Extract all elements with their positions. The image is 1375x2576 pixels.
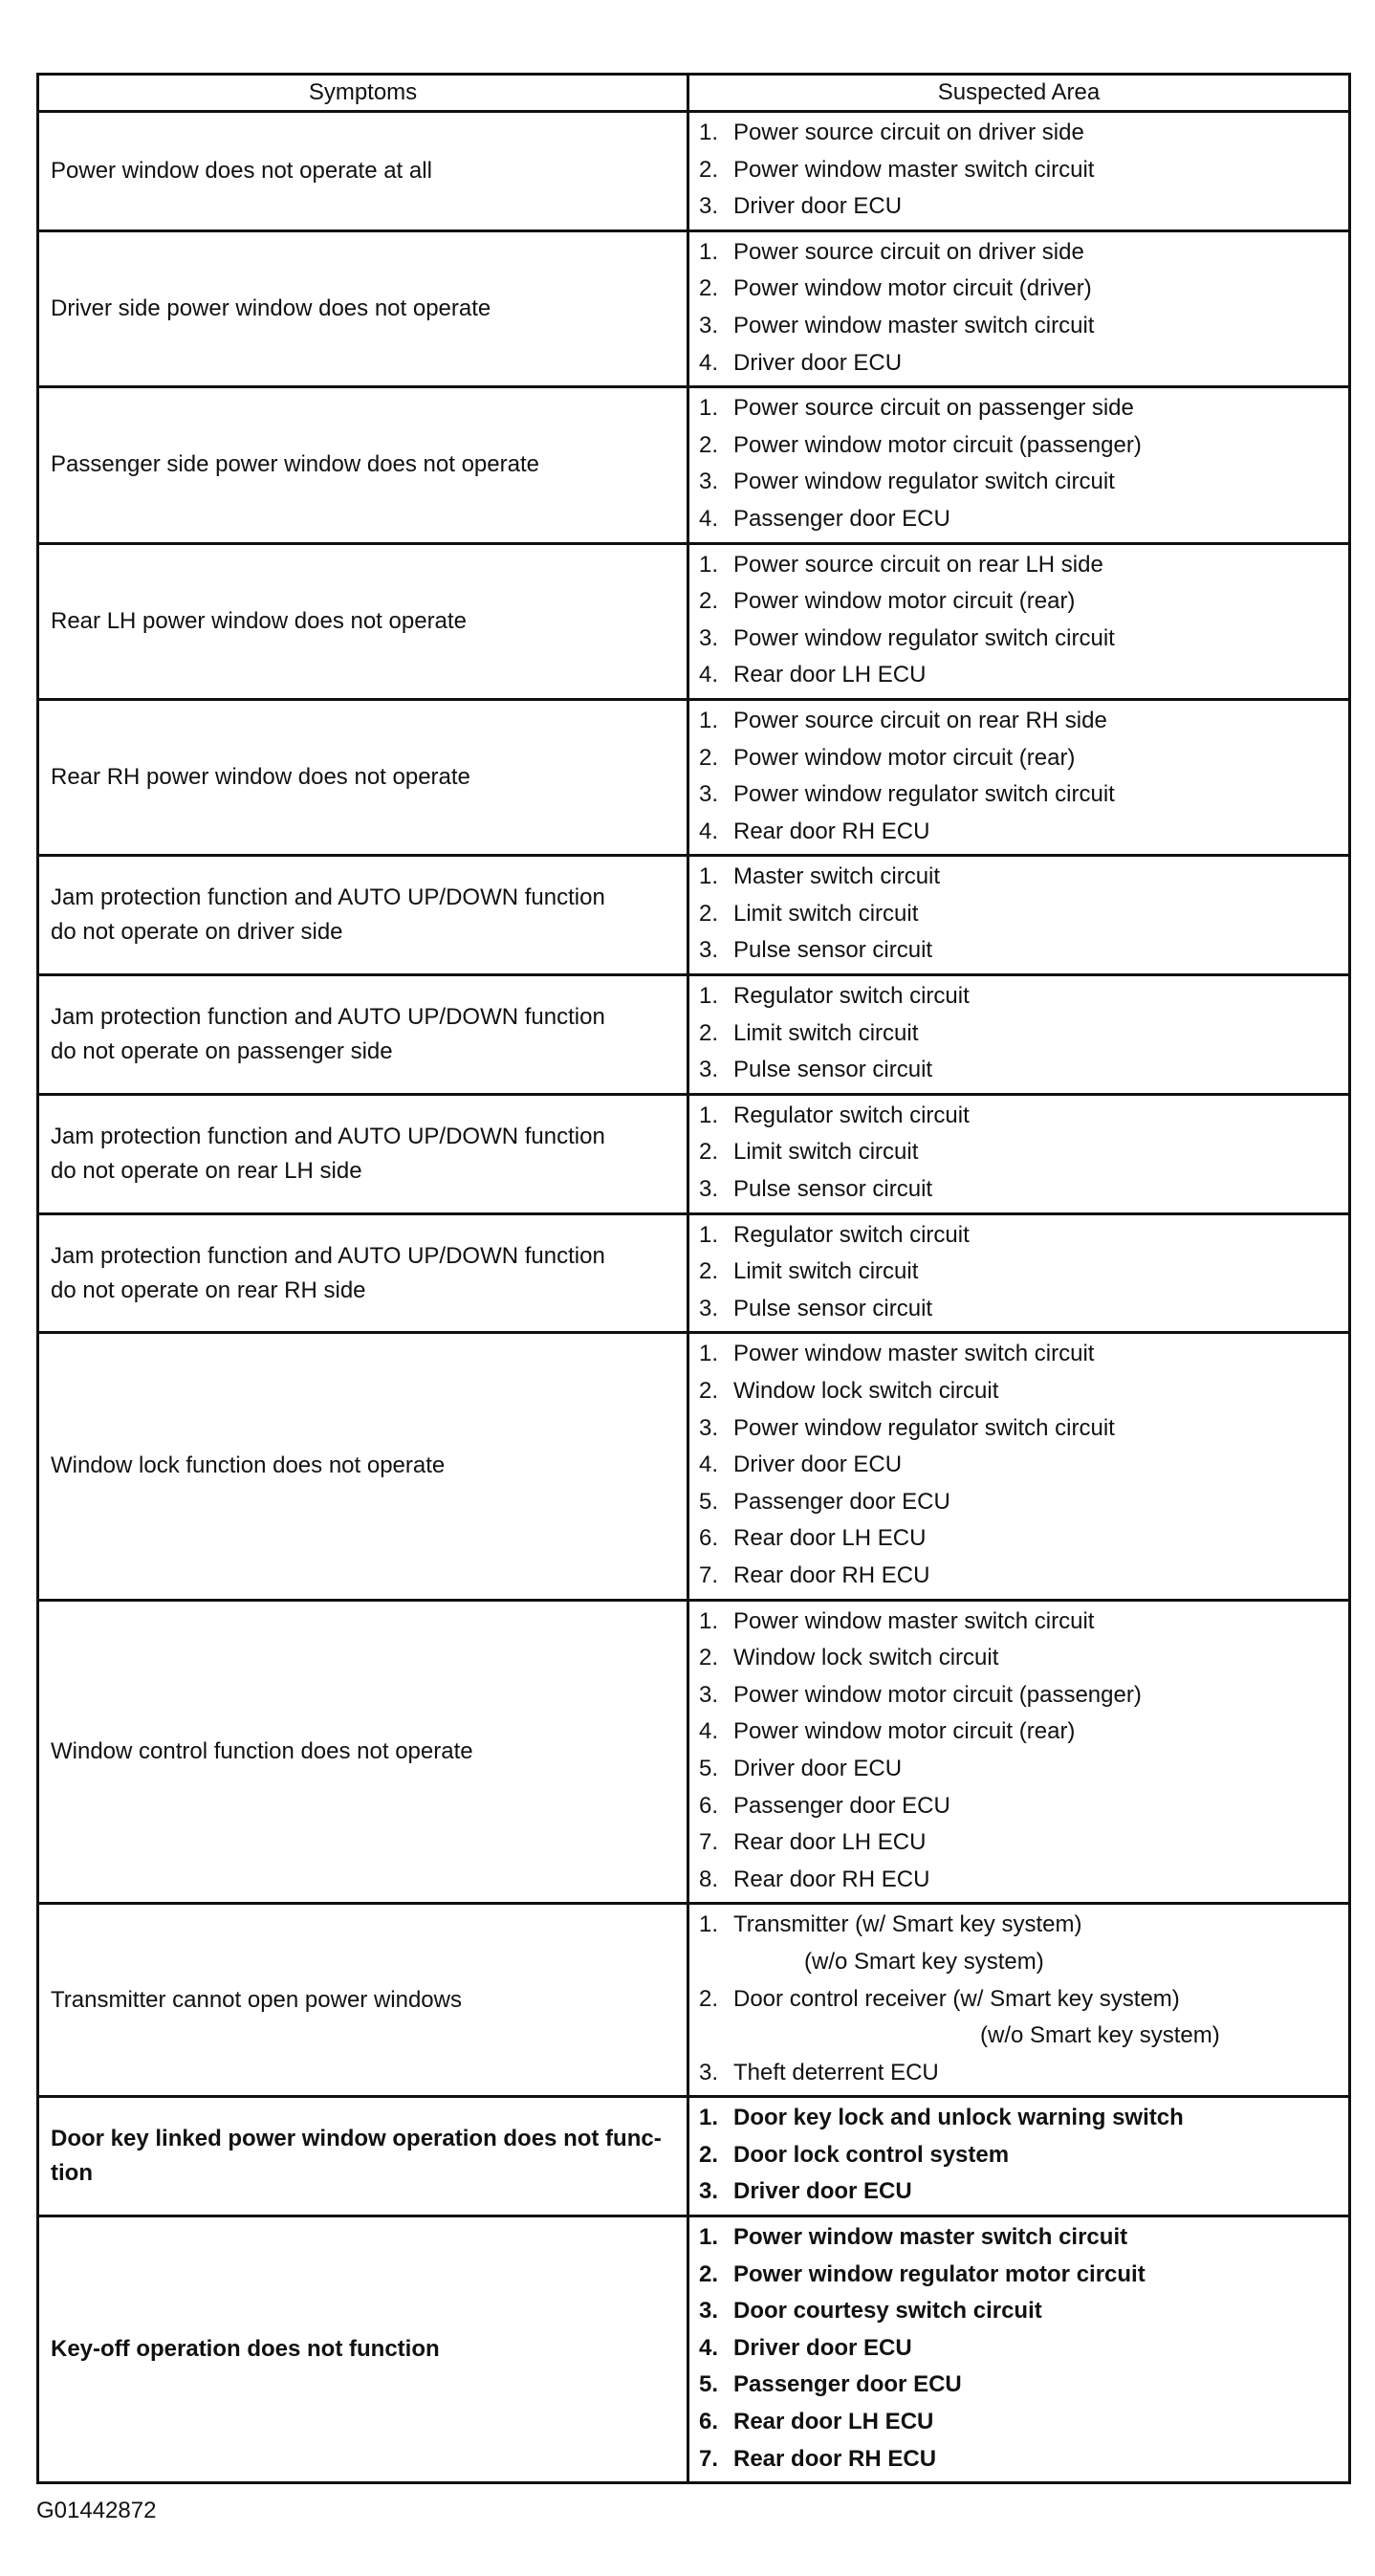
suspected-area-item — [699, 1862, 1348, 1899]
symptom-cell — [38, 112, 688, 231]
item-text: Limit switch circuit — [733, 900, 919, 927]
symptom-text-line: Jam protection function and AUTO UP/DOWN function — [51, 1003, 605, 1030]
item-number: 5. — [699, 1488, 719, 1515]
item-number: 2. — [699, 1985, 719, 2012]
suspected-area-item — [699, 188, 1348, 226]
symptom-cell — [38, 1904, 688, 2097]
item-number: 3. — [699, 1057, 719, 1083]
table-row — [38, 975, 1350, 1095]
suspected-area-item — [699, 1640, 1348, 1677]
item-text: Theft deterrent ECU — [733, 2059, 939, 2085]
item-text: Door lock control system — [733, 2141, 1010, 2168]
suspected-area-item — [699, 1015, 1348, 1053]
symptom-text: Rear LH power window does not operate — [51, 607, 467, 634]
symptom-text-line: do not operate on rear LH side — [51, 1157, 362, 1184]
item-number: 1. — [699, 1911, 719, 1938]
item-text: Rear door RH ECU — [733, 1561, 930, 1588]
item-text: Rear door LH ECU — [733, 662, 927, 688]
suspected-area-cell — [688, 1213, 1350, 1333]
suspected-area-item — [699, 547, 1348, 584]
symptom-text-line: do not operate on passenger side — [51, 1037, 393, 1064]
item-text: Limit switch circuit — [733, 1139, 919, 1166]
suspected-area-item — [699, 1981, 1348, 2019]
item-text: Driver door ECU — [733, 1755, 903, 1781]
symptom-cell — [38, 856, 688, 975]
item-text: Power source circuit on driver side — [733, 120, 1084, 145]
item-text: Power window regulator motor circuit — [733, 2260, 1146, 2287]
symptom-cell — [38, 230, 688, 386]
item-text: Rear door RH ECU — [733, 818, 930, 844]
item-number: 4. — [699, 2334, 719, 2361]
suspected-area-cell — [688, 1094, 1350, 1213]
item-text: Regulator switch circuit — [733, 983, 970, 1010]
item-text: Power source circuit on driver side — [733, 238, 1084, 265]
suspected-area-cell — [688, 112, 1350, 231]
table-row — [38, 112, 1350, 231]
table-row — [38, 2216, 1350, 2483]
item-text: Driver door ECU — [733, 1452, 903, 1478]
item-text: Power window regulator switch circuit — [733, 1414, 1115, 1441]
item-number: 1. — [699, 2224, 719, 2251]
table-row — [38, 387, 1350, 543]
item-text: Power window motor circuit (driver) — [733, 275, 1092, 302]
item-text: Rear door LH ECU — [733, 1525, 927, 1552]
item-number: 2. — [699, 275, 719, 302]
item-number: 1. — [699, 1221, 719, 1248]
item-text: Master switch circuit — [733, 863, 941, 890]
item-number: 3. — [699, 193, 719, 220]
item-number: 7. — [699, 1561, 719, 1588]
item-text: Window lock switch circuit — [733, 1378, 999, 1404]
item-number: 3. — [699, 312, 719, 338]
item-text: Passenger door ECU — [733, 505, 950, 532]
suspected-area-item — [699, 932, 1348, 970]
item-number: 1. — [699, 1607, 719, 1634]
symptom-cell — [38, 387, 688, 543]
symptom-text: Rear RH power window does not operate — [51, 764, 470, 791]
table-row — [38, 856, 1350, 975]
suspected-area-item — [699, 1254, 1348, 1291]
item-text: Power window regulator switch circuit — [733, 469, 1115, 495]
suspected-area-item — [699, 2293, 1348, 2330]
item-text: Passenger door ECU — [733, 1488, 950, 1515]
item-text: Limit switch circuit — [733, 1258, 919, 1285]
suspected-area-item — [699, 1714, 1348, 1751]
troubleshooting-table-container — [36, 73, 1348, 2484]
item-text: Power window motor circuit (passenger) — [733, 1681, 1142, 1708]
suspected-area-item — [699, 1944, 1348, 1981]
suspected-area-item — [699, 427, 1348, 465]
suspected-area-item — [699, 2367, 1348, 2404]
suspected-area-item — [699, 2055, 1348, 2092]
item-number: 6. — [699, 2409, 719, 2435]
item-number: 1. — [699, 551, 719, 578]
suspected-area-item — [699, 1677, 1348, 1714]
item-number: 6. — [699, 1525, 719, 1552]
table-row — [38, 543, 1350, 699]
item-text: Power window motor circuit (passenger) — [733, 431, 1142, 458]
item-number: 3. — [699, 2059, 719, 2085]
item-text: Driver door ECU — [733, 2178, 912, 2205]
suspected-area-item — [699, 501, 1348, 538]
suspected-area-item — [699, 2257, 1348, 2294]
item-number: 1. — [699, 983, 719, 1010]
item-text: Door control receiver (w/ Smart key system) — [733, 1985, 1180, 2012]
item-number: 4. — [699, 818, 719, 844]
table-row — [38, 1094, 1350, 1213]
symptom-cell — [38, 543, 688, 699]
suspected-area-cell — [688, 230, 1350, 386]
suspected-area-item — [699, 1336, 1348, 1373]
suspected-area-cell — [688, 543, 1350, 699]
suspected-area-item — [699, 1520, 1348, 1558]
suspected-area-item — [699, 776, 1348, 814]
item-number: 4. — [699, 1718, 719, 1745]
item-text: Window lock switch circuit — [733, 1645, 999, 1671]
suspected-area-cell — [688, 1333, 1350, 1600]
item-number: 7. — [699, 1829, 719, 1856]
symptom-cell — [38, 1333, 688, 1600]
item-number: 4. — [699, 662, 719, 688]
item-text: Driver door ECU — [733, 2334, 912, 2361]
item-number: 1. — [699, 120, 719, 145]
table-row — [38, 1600, 1350, 1904]
item-number: 3. — [699, 1414, 719, 1441]
suspected-area-cell — [688, 1600, 1350, 1904]
item-number: 2. — [699, 1139, 719, 1166]
item-number: 1. — [699, 395, 719, 422]
item-text: Pulse sensor circuit — [733, 1295, 933, 1321]
suspected-area-item — [699, 1447, 1348, 1484]
item-number: 1. — [699, 707, 719, 733]
suspected-area-item — [699, 740, 1348, 777]
suspected-area-cell — [688, 2216, 1350, 2483]
suspected-area-cell — [688, 2097, 1350, 2216]
item-text: Power window master switch circuit — [733, 2224, 1128, 2251]
suspected-area-item — [699, 814, 1348, 851]
item-number: 2. — [699, 1258, 719, 1285]
suspected-area-item — [699, 271, 1348, 308]
suspected-area-item — [699, 2100, 1348, 2137]
table-row — [38, 1213, 1350, 1333]
item-number: 8. — [699, 1866, 719, 1892]
suspected-area-cell — [688, 1904, 1350, 2097]
item-text: Door key lock and unlock warning switch — [733, 2105, 1184, 2131]
item-text: Power window motor circuit (rear) — [733, 1718, 1076, 1745]
suspected-area-item — [699, 703, 1348, 740]
suspected-area-item — [699, 152, 1348, 189]
item-text: Power window motor circuit (rear) — [733, 744, 1076, 771]
suspected-area-item — [699, 464, 1348, 501]
item-text: Rear door RH ECU — [733, 2445, 937, 2472]
suspected-area-item — [699, 896, 1348, 933]
item-text: Power source circuit on rear LH side — [733, 551, 1103, 578]
item-number: 1. — [699, 238, 719, 265]
suspected-area-item — [699, 1217, 1348, 1255]
suspected-area-item — [699, 1410, 1348, 1448]
item-text: Regulator switch circuit — [733, 1221, 970, 1248]
item-number: 3. — [699, 1295, 719, 1321]
item-number: 7. — [699, 2445, 719, 2472]
symptom-text: Key-off operation does not function — [51, 2336, 440, 2363]
symptom-text: Transmitter cannot open power windows — [51, 1986, 462, 2013]
suspected-area-item — [699, 1604, 1348, 1641]
table-row — [38, 2097, 1350, 2216]
item-text: Door courtesy switch circuit — [733, 2298, 1042, 2325]
item-number: 3. — [699, 2178, 719, 2205]
item-number: 3. — [699, 2298, 719, 2325]
item-number: 2. — [699, 1645, 719, 1671]
suspected-area-item — [699, 621, 1348, 658]
item-text: Driver door ECU — [733, 349, 903, 376]
suspected-area-item — [699, 345, 1348, 382]
suspected-area-item — [699, 308, 1348, 345]
item-number: 1. — [699, 1341, 719, 1367]
item-text: Power source circuit on rear RH side — [733, 707, 1107, 733]
symptom-cell — [38, 2097, 688, 2216]
symptom-text: Driver side power window does not operate — [51, 295, 491, 321]
suspected-area-item — [699, 978, 1348, 1015]
table-row — [38, 230, 1350, 386]
item-number: 1. — [699, 863, 719, 890]
item-text: Power window master switch circuit — [733, 1607, 1095, 1634]
suspected-area-item — [699, 1824, 1348, 1862]
suspected-area-item — [699, 1052, 1348, 1089]
suspected-area-item — [699, 115, 1348, 152]
suspected-area-item — [699, 2173, 1348, 2211]
suspected-area-item — [699, 2219, 1348, 2257]
symptom-text: Passenger side power window does not operate — [51, 451, 539, 478]
item-number: 2. — [699, 1019, 719, 1046]
item-number: 3. — [699, 624, 719, 651]
item-text: Pulse sensor circuit — [733, 1176, 933, 1203]
item-text: (w/o Smart key system) — [804, 1948, 1044, 1975]
item-text: (w/o Smart key system) — [980, 2022, 1220, 2049]
symptom-text-line: tion — [51, 2160, 93, 2187]
header-symptoms: Symptoms — [38, 75, 688, 112]
symptom-cell — [38, 699, 688, 855]
item-number: 3. — [699, 1681, 719, 1708]
item-number: 2. — [699, 2260, 719, 2287]
suspected-area-item — [699, 583, 1348, 621]
item-number: 2. — [699, 588, 719, 615]
suspected-area-item — [699, 1134, 1348, 1171]
suspected-area-cell — [688, 387, 1350, 543]
item-number: 2. — [699, 431, 719, 458]
header-suspected-area: Suspected Area — [688, 75, 1350, 112]
item-text: Pulse sensor circuit — [733, 937, 933, 964]
item-text: Power window motor circuit (rear) — [733, 588, 1076, 615]
item-number: 2. — [699, 900, 719, 927]
item-text: Power window master switch circuit — [733, 312, 1095, 338]
item-number: 3. — [699, 937, 719, 964]
item-text: Rear door LH ECU — [733, 2409, 934, 2435]
suspected-area-item — [699, 859, 1348, 896]
symptom-text-line: Jam protection function and AUTO UP/DOWN function — [51, 884, 605, 911]
suspected-area-item — [699, 1751, 1348, 1788]
item-text: Power source circuit on passenger side — [733, 395, 1134, 422]
suspected-area-item — [699, 657, 1348, 694]
table-row — [38, 1333, 1350, 1600]
suspected-area-item — [699, 1098, 1348, 1135]
symptom-cell — [38, 1094, 688, 1213]
item-number: 3. — [699, 1176, 719, 1203]
item-number: 2. — [699, 744, 719, 771]
suspected-area-item — [699, 1373, 1348, 1410]
item-number: 1. — [699, 2105, 719, 2131]
symptom-cell — [38, 1213, 688, 1333]
item-number: 2. — [699, 1378, 719, 1404]
item-number: 5. — [699, 1755, 719, 1781]
item-text: Driver door ECU — [733, 193, 903, 220]
symptom-text-line: Jam protection function and AUTO UP/DOWN function — [51, 1123, 605, 1149]
suspected-area-item — [699, 2404, 1348, 2441]
table-row — [38, 699, 1350, 855]
item-number: 4. — [699, 349, 719, 376]
item-text: Power window regulator switch circuit — [733, 781, 1115, 808]
item-text: Passenger door ECU — [733, 2371, 962, 2398]
item-number: 5. — [699, 2371, 719, 2398]
item-number: 2. — [699, 2141, 719, 2168]
item-number: 3. — [699, 781, 719, 808]
item-number: 3. — [699, 469, 719, 495]
symptom-cell — [38, 975, 688, 1095]
suspected-area-item — [699, 1788, 1348, 1825]
item-text: Rear door LH ECU — [733, 1829, 927, 1856]
suspected-area-item — [699, 1558, 1348, 1595]
table-header-row — [38, 75, 1350, 112]
item-number: 2. — [699, 156, 719, 183]
item-number: 1. — [699, 1102, 719, 1128]
suspected-area-item — [699, 1291, 1348, 1328]
table-row — [38, 1904, 1350, 2097]
item-number: 4. — [699, 1452, 719, 1478]
symptom-text: Power window does not operate at all — [51, 157, 432, 184]
suspected-area-cell — [688, 699, 1350, 855]
suspected-area-item — [699, 1907, 1348, 1944]
suspected-area-item — [699, 2137, 1348, 2174]
suspected-area-item — [699, 390, 1348, 427]
figure-code: G01442872 — [36, 2498, 157, 2523]
symptom-text: Window control function does not operate — [51, 1737, 473, 1764]
symptom-text-line: Jam protection function and AUTO UP/DOWN function — [51, 1242, 605, 1269]
suspected-area-item — [699, 1484, 1348, 1521]
symptom-text-line: do not operate on rear RH side — [51, 1277, 366, 1303]
item-text: Rear door RH ECU — [733, 1866, 930, 1892]
symptom-text-line: do not operate on driver side — [51, 919, 343, 946]
symptom-cell — [38, 1600, 688, 1904]
suspected-area-cell — [688, 975, 1350, 1095]
item-text: Passenger door ECU — [733, 1792, 950, 1819]
item-text: Pulse sensor circuit — [733, 1057, 933, 1083]
suspected-area-item — [699, 2441, 1348, 2478]
item-text: Regulator switch circuit — [733, 1102, 970, 1128]
item-number: 6. — [699, 1792, 719, 1819]
table-body — [38, 112, 1350, 2483]
item-number: 4. — [699, 505, 719, 532]
item-text: Limit switch circuit — [733, 1019, 919, 1046]
item-text: Power window master switch circuit — [733, 1341, 1095, 1367]
symptom-text-line: Door key linked power window operation does not func- — [51, 2126, 662, 2152]
suspected-area-cell — [688, 856, 1350, 975]
symptom-cell — [38, 2216, 688, 2483]
symptom-text: Window lock function does not operate — [51, 1452, 446, 1479]
item-text: Power window regulator switch circuit — [733, 624, 1115, 651]
suspected-area-item — [699, 2330, 1348, 2368]
item-text: Transmitter (w/ Smart key system) — [733, 1911, 1082, 1938]
symptom-table — [36, 73, 1351, 2484]
item-text: Power window master switch circuit — [733, 156, 1095, 183]
suspected-area-item — [699, 2018, 1348, 2055]
suspected-area-item — [699, 234, 1348, 272]
suspected-area-item — [699, 1171, 1348, 1209]
